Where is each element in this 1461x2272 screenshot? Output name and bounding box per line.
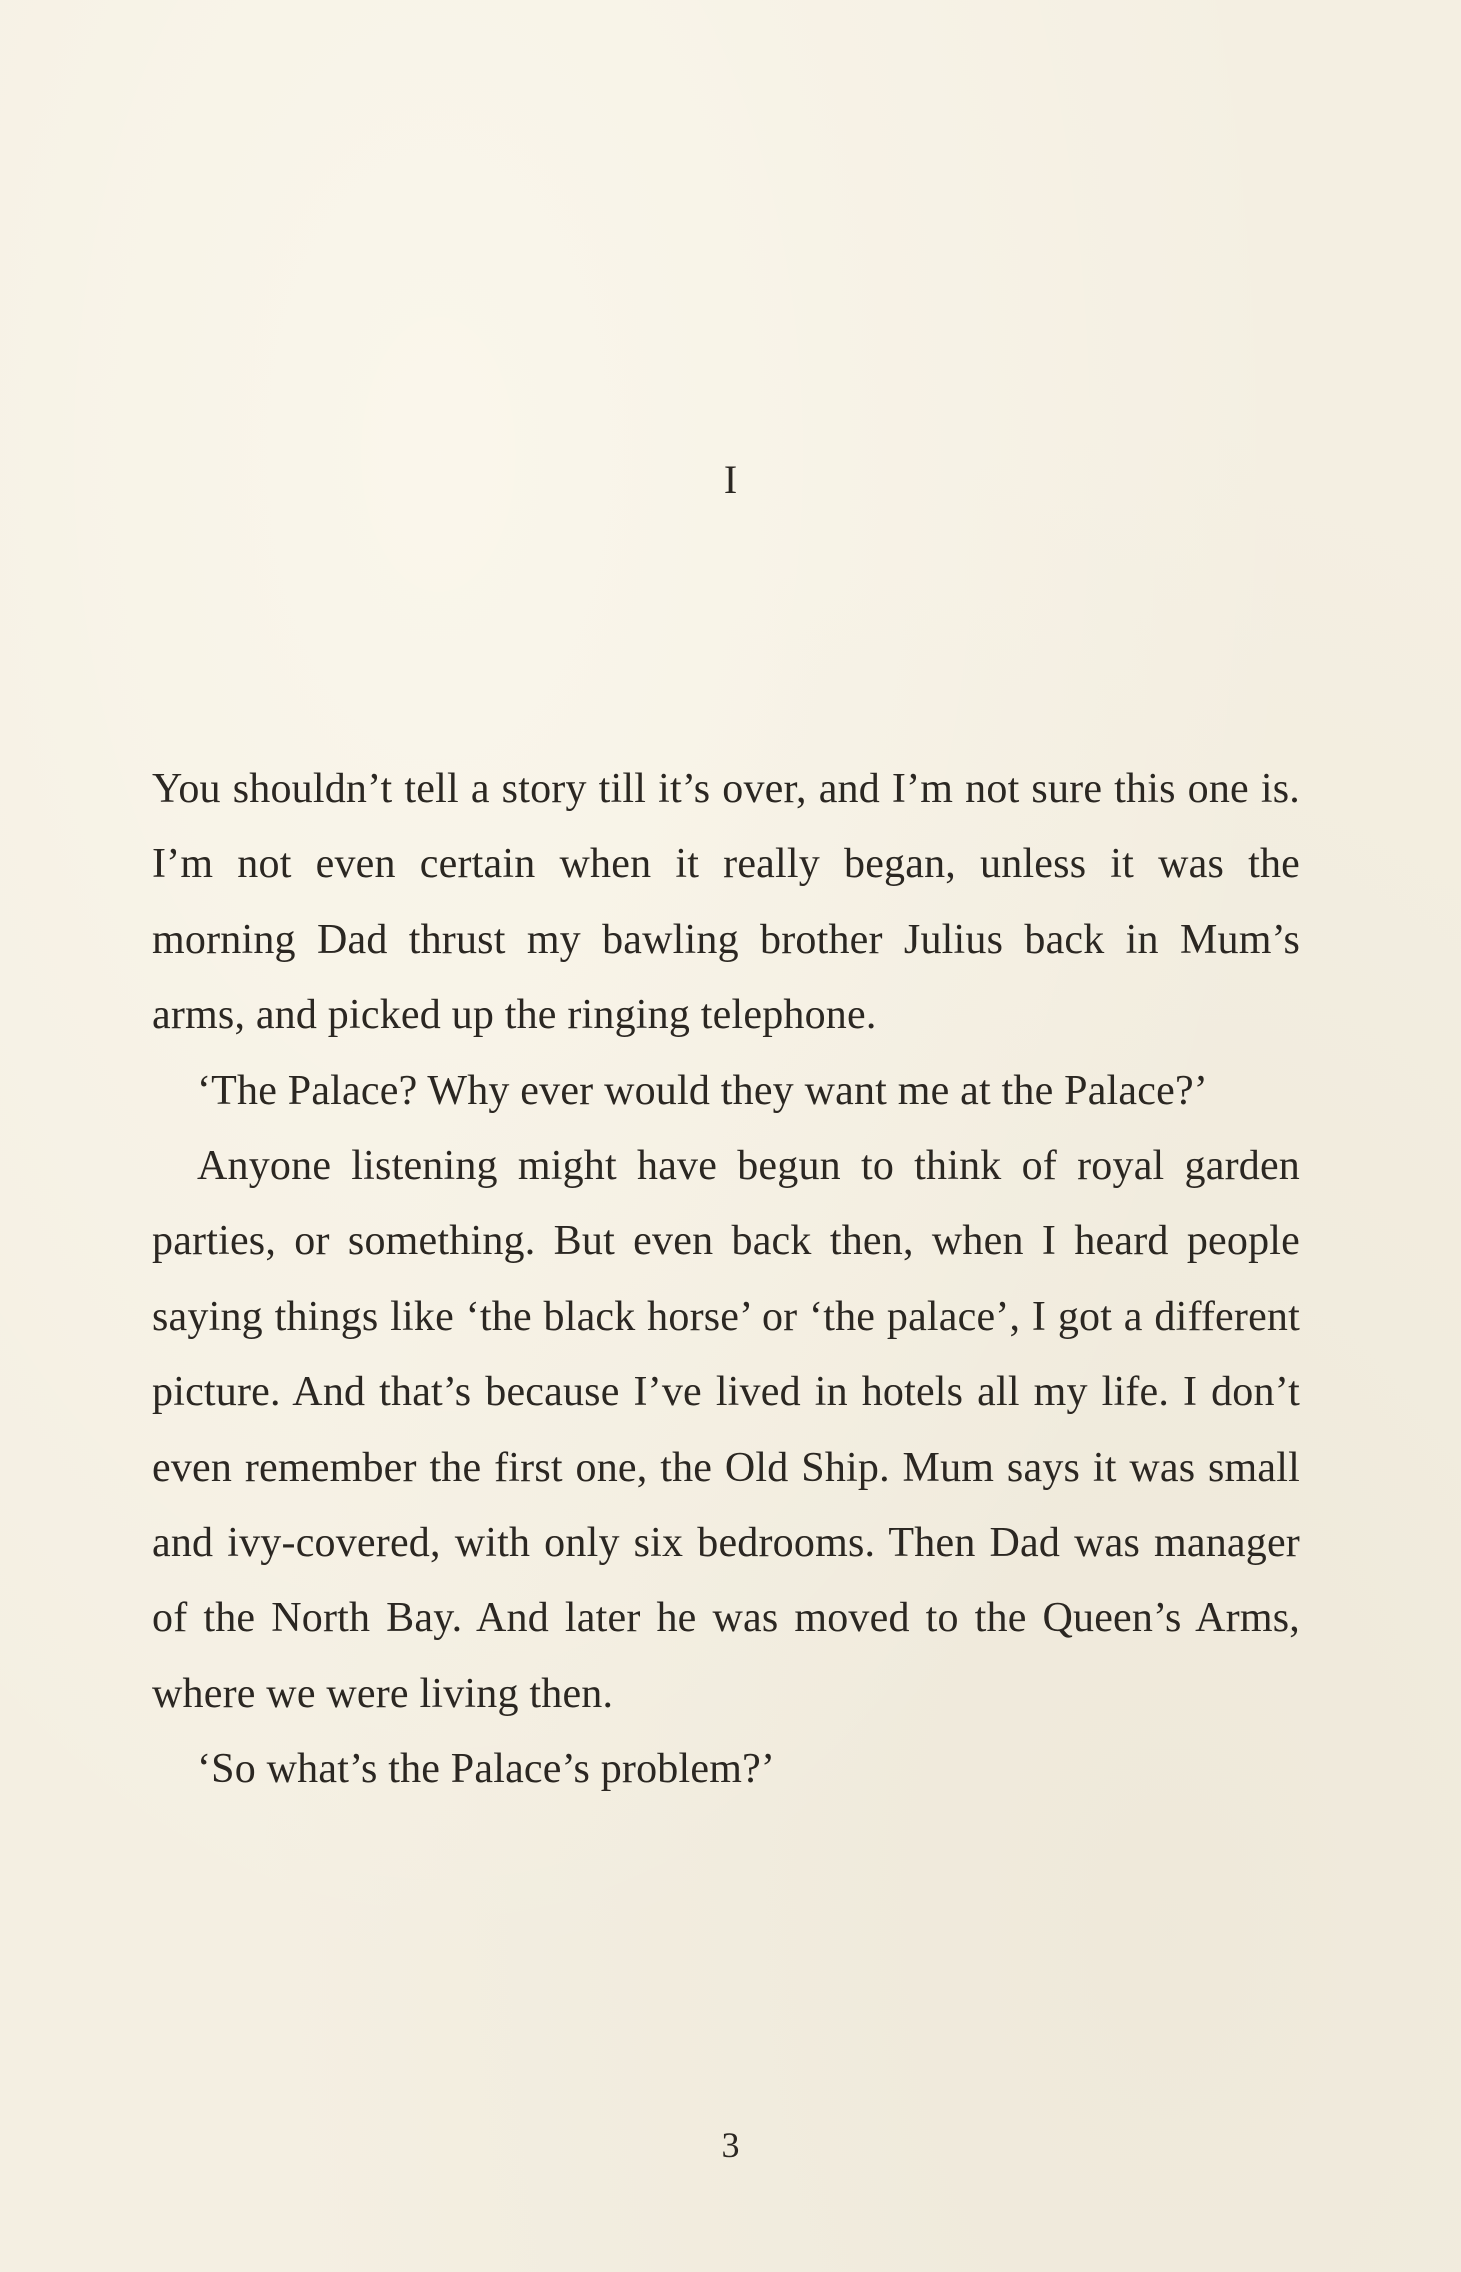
page-number: 3 [721, 2125, 740, 2165]
chapter-body [152, 752, 1300, 1808]
paragraph: ‘So what’s the Palace’s problem?’ [197, 1746, 776, 1793]
paragraph: ‘The Palace? Why ever would they want me at the Palace?’ [197, 1067, 1208, 1114]
paragraph: You shouldn’t tell a story till it’s over, and I’m not sure this one is. I’m not even certain when it really began, unless it was the morning Dad thrust my bawling brother Julius back in Mum’s arms, and picked up the ringing telephone. [152, 766, 1300, 1039]
chapter-number: I [723, 457, 738, 502]
paragraph: Anyone listening might have begun to think of royal garden parties, or something. But even back then, when I heard people saying things like ‘the black horse’ or ‘the palace’, I got a different picture. And that’s because I’ve lived in hotels all my life. I don’t even remember the first one, the Old Ship. Mum says it was small and ivy-covered, with only six bedrooms. Then Dad was manager of the North Bay. And later he was moved to the Queen’s Arms, where we were living then. [152, 1143, 1300, 1717]
